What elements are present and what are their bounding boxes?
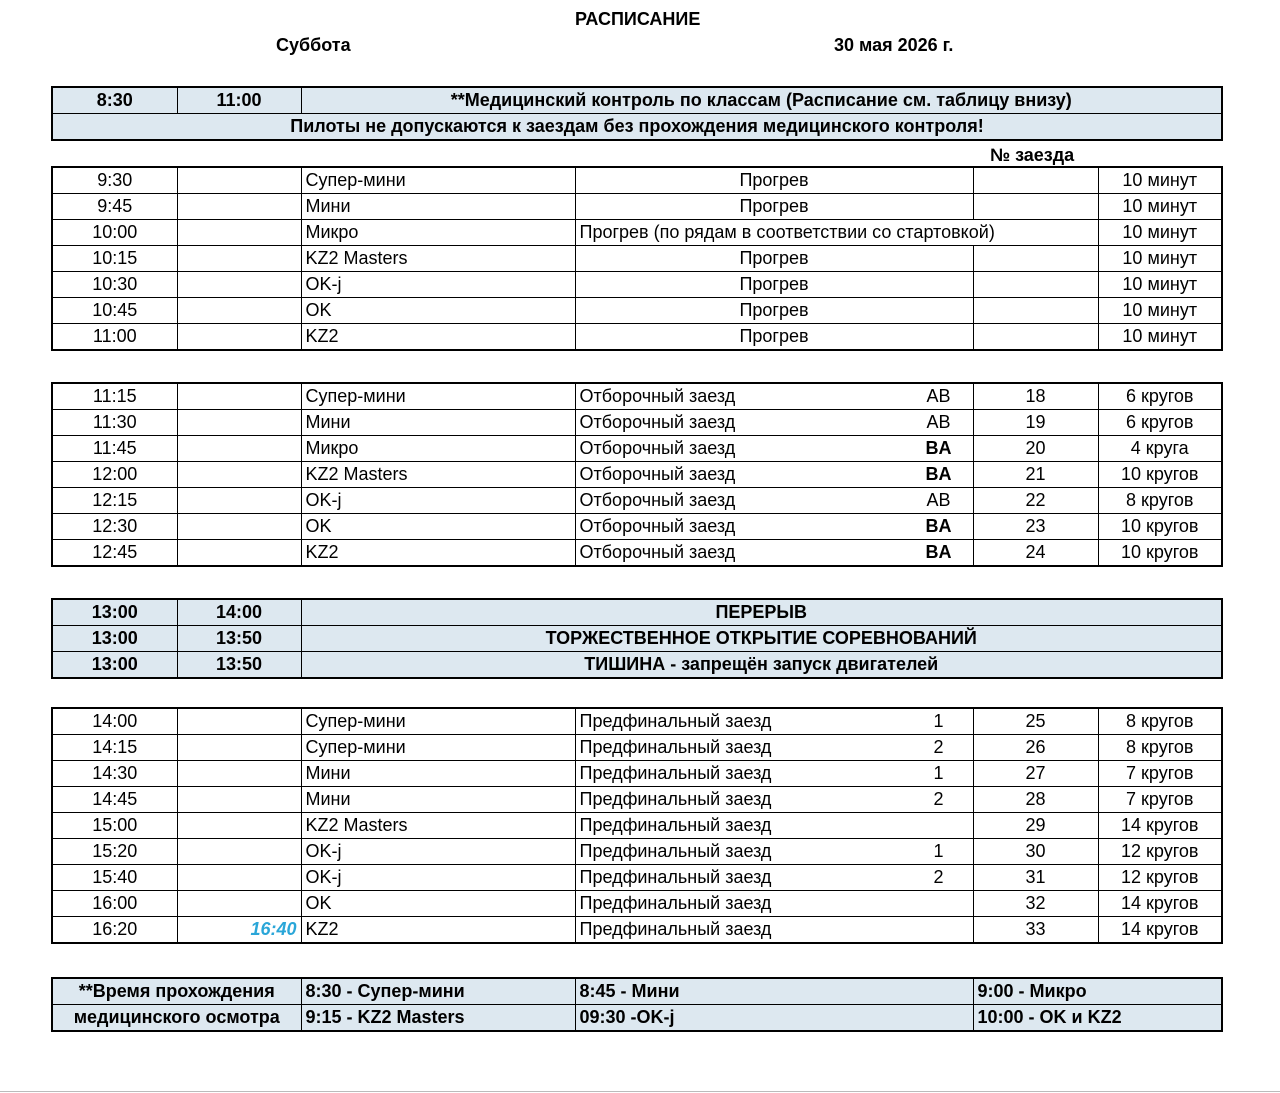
event-cell <box>575 410 973 436</box>
event-cell: Прогрев <box>575 272 973 298</box>
class-cell: Мини <box>301 761 575 787</box>
break-start-time: 13:00 <box>52 599 177 626</box>
class-cell: OK-j <box>301 865 575 891</box>
time-cell: 12:00 <box>52 462 177 488</box>
event-name: Отборочный заезд <box>579 412 736 432</box>
duration-cell: 10 минут <box>1098 220 1222 246</box>
medical-slot: 9:15 - KZ2 Masters <box>301 1005 575 1032</box>
time-cell: 10:30 <box>52 272 177 298</box>
table-row <box>52 436 1222 462</box>
laps-cell: 7 кругов <box>1098 761 1222 787</box>
event-cell <box>575 839 973 865</box>
heat-cell <box>973 194 1098 220</box>
page-title: РАСПИСАНИЕ <box>575 9 701 29</box>
duration-cell: 10 минут <box>1098 324 1222 351</box>
laps-cell: 10 кругов <box>1098 540 1222 567</box>
class-cell: Супер-мини <box>301 735 575 761</box>
event-cell <box>575 540 973 567</box>
group-label: 1 <box>933 841 944 861</box>
group-label: AB <box>926 490 951 510</box>
medical-schedule-table <box>51 977 1223 1032</box>
duration-cell: 10 минут <box>1098 246 1222 272</box>
class-cell: OK-j <box>301 488 575 514</box>
time-cell: 10:45 <box>52 298 177 324</box>
alt-time-cell: 16:40 <box>177 917 301 944</box>
break-text: ТОРЖЕСТВЕННОЕ ОТКРЫТИЕ СОРЕВНОВАНИЙ <box>301 626 1222 652</box>
heat-cell <box>973 246 1098 272</box>
laps-cell: 14 кругов <box>1098 813 1222 839</box>
duration-cell: 10 минут <box>1098 298 1222 324</box>
time-cell: 15:00 <box>52 813 177 839</box>
class-cell: Мини <box>301 194 575 220</box>
group-label: BA <box>925 542 952 562</box>
time-cell: 9:45 <box>52 194 177 220</box>
event-name: Предфинальный заезд <box>579 919 772 939</box>
time-cell: 10:00 <box>52 220 177 246</box>
break-end-time: 14:00 <box>177 599 301 626</box>
empty-cell <box>177 272 301 298</box>
group-label: BA <box>925 464 952 484</box>
empty-cell <box>177 246 301 272</box>
event-cell: Прогрев <box>575 246 973 272</box>
time-cell: 15:20 <box>52 839 177 865</box>
heat-number-cell: 28 <box>973 787 1098 813</box>
event-name: Отборочный заезд <box>579 438 736 458</box>
group-label: AB <box>926 412 951 432</box>
heat-number-cell: 23 <box>973 514 1098 540</box>
empty-cell <box>177 813 301 839</box>
empty-cell <box>177 761 301 787</box>
event-cell <box>575 514 973 540</box>
break-table <box>51 598 1223 679</box>
class-cell: Супер-мини <box>301 708 575 735</box>
heat-number-cell: 31 <box>973 865 1098 891</box>
event-name: Предфинальный заезд <box>579 763 772 783</box>
heat-number-cell: 26 <box>973 735 1098 761</box>
event-name: Отборочный заезд <box>579 464 736 484</box>
empty-cell <box>177 194 301 220</box>
qualifying-table <box>51 382 1223 567</box>
table-row <box>52 813 1222 839</box>
group-label: 1 <box>933 711 944 731</box>
time-cell: 11:00 <box>52 324 177 351</box>
table-row <box>52 220 1222 246</box>
empty-cell <box>177 324 301 351</box>
heat-number-cell: 19 <box>973 410 1098 436</box>
empty-cell <box>177 383 301 410</box>
medical-schedule-row <box>52 978 1222 1005</box>
medical-control-table <box>51 86 1223 141</box>
empty-cell <box>177 787 301 813</box>
time-cell: 16:00 <box>52 891 177 917</box>
group-label <box>909 891 969 916</box>
event-name: Предфинальный заезд <box>579 815 772 835</box>
class-cell: Мини <box>301 410 575 436</box>
event-name: Отборочный заезд <box>579 490 736 510</box>
time-cell: 11:45 <box>52 436 177 462</box>
event-name: Предфинальный заезд <box>579 737 772 757</box>
heat-number-cell: 24 <box>973 540 1098 567</box>
break-text: ПЕРЕРЫВ <box>301 599 1222 626</box>
event-cell <box>575 735 973 761</box>
medical-slot: 8:45 - Мини <box>575 978 973 1005</box>
laps-cell: 10 кругов <box>1098 462 1222 488</box>
empty-cell <box>177 436 301 462</box>
empty-cell <box>177 298 301 324</box>
time-cell: 11:15 <box>52 383 177 410</box>
event-cell <box>575 917 973 944</box>
heat-number-header: № заезда <box>990 145 1075 165</box>
event-cell <box>575 708 973 735</box>
event-cell: Прогрев <box>575 298 973 324</box>
heat-number-cell: 25 <box>973 708 1098 735</box>
empty-cell <box>177 865 301 891</box>
heat-number-cell: 22 <box>973 488 1098 514</box>
table-row <box>52 410 1222 436</box>
heat-cell <box>973 324 1098 351</box>
group-label: AB <box>926 386 951 406</box>
empty-cell <box>177 462 301 488</box>
group-label <box>909 813 969 838</box>
class-cell: KZ2 <box>301 540 575 567</box>
heat-number-cell: 20 <box>973 436 1098 462</box>
event-name: Предфинальный заезд <box>579 893 772 913</box>
event-name: Предфинальный заезд <box>579 841 772 861</box>
table-row <box>52 194 1222 220</box>
event-cell <box>575 891 973 917</box>
table-row <box>52 272 1222 298</box>
break-start-time: 13:00 <box>52 652 177 679</box>
time-cell: 12:30 <box>52 514 177 540</box>
class-cell: KZ2 <box>301 324 575 351</box>
medical-control-row <box>52 87 1222 114</box>
heat-number-cell: 27 <box>973 761 1098 787</box>
laps-cell: 8 кругов <box>1098 708 1222 735</box>
group-label: BA <box>925 438 952 458</box>
group-label: 2 <box>933 737 944 757</box>
event-cell <box>575 436 973 462</box>
medical-slot: 09:30 -OK-j <box>575 1005 973 1032</box>
empty-cell <box>177 488 301 514</box>
heat-number-cell: 29 <box>973 813 1098 839</box>
class-cell: OK <box>301 298 575 324</box>
break-row <box>52 652 1222 679</box>
warmup-table <box>51 166 1223 351</box>
heat-number-cell: 30 <box>973 839 1098 865</box>
heat-cell <box>973 298 1098 324</box>
event-cell: Прогрев <box>575 324 973 351</box>
class-cell: OK-j <box>301 272 575 298</box>
heat-cell <box>973 272 1098 298</box>
class-cell: OK <box>301 514 575 540</box>
table-row <box>52 246 1222 272</box>
class-cell: KZ2 Masters <box>301 246 575 272</box>
medical-warning-row <box>52 114 1222 141</box>
class-cell: KZ2 Masters <box>301 462 575 488</box>
time-cell: 10:15 <box>52 246 177 272</box>
time-cell: 14:15 <box>52 735 177 761</box>
laps-cell: 10 кругов <box>1098 514 1222 540</box>
time-cell: 12:15 <box>52 488 177 514</box>
heat-number-cell: 32 <box>973 891 1098 917</box>
time-cell: 14:00 <box>52 708 177 735</box>
table-row <box>52 917 1222 944</box>
medical-slot: 9:00 - Микро <box>973 978 1222 1005</box>
event-cell <box>575 787 973 813</box>
table-row <box>52 462 1222 488</box>
class-cell: Супер-мини <box>301 383 575 410</box>
page-bottom-divider <box>0 1091 1280 1092</box>
group-label: 2 <box>933 789 944 809</box>
break-row <box>52 626 1222 652</box>
medical-warning-text: Пилоты не допускаются к заездам без прохождения медицинского контроля! <box>52 114 1222 141</box>
duration-cell: 10 минут <box>1098 272 1222 298</box>
table-row <box>52 540 1222 567</box>
duration-cell: 10 минут <box>1098 194 1222 220</box>
table-row <box>52 761 1222 787</box>
empty-cell <box>177 514 301 540</box>
empty-cell <box>177 708 301 735</box>
date-label: 30 мая 2026 г. <box>834 35 954 55</box>
break-end-time: 13:50 <box>177 652 301 679</box>
time-cell: 15:40 <box>52 865 177 891</box>
table-row <box>52 839 1222 865</box>
table-row <box>52 708 1222 735</box>
table-row <box>52 383 1222 410</box>
class-cell: KZ2 Masters <box>301 813 575 839</box>
time-cell: 16:20 <box>52 917 177 944</box>
group-label: BA <box>925 516 952 536</box>
event-name: Предфинальный заезд <box>579 789 772 809</box>
empty-cell <box>177 167 301 194</box>
event-cell <box>575 865 973 891</box>
table-row <box>52 488 1222 514</box>
table-row <box>52 167 1222 194</box>
event-cell <box>575 761 973 787</box>
heat-cell <box>973 167 1098 194</box>
table-row <box>52 298 1222 324</box>
empty-cell <box>177 735 301 761</box>
event-cell: Прогрев (по рядам в соответствии со стартовкой) <box>575 220 1098 246</box>
table-row <box>52 891 1222 917</box>
medical-start-time: 8:30 <box>52 87 177 114</box>
group-label: 1 <box>933 763 944 783</box>
table-row <box>52 865 1222 891</box>
event-cell <box>575 813 973 839</box>
event-cell <box>575 488 973 514</box>
class-cell: Супер-мини <box>301 167 575 194</box>
laps-cell: 6 кругов <box>1098 383 1222 410</box>
medical-slot: 10:00 - OK и KZ2 <box>973 1005 1222 1032</box>
event-name: Отборочный заезд <box>579 516 736 536</box>
class-cell: Микро <box>301 436 575 462</box>
empty-cell <box>177 839 301 865</box>
medical-slot: 8:30 - Супер-мини <box>301 978 575 1005</box>
laps-cell: 8 кругов <box>1098 735 1222 761</box>
heat-number-cell: 33 <box>973 917 1098 944</box>
table-row <box>52 787 1222 813</box>
empty-cell <box>177 220 301 246</box>
heat-number-cell: 21 <box>973 462 1098 488</box>
event-name: Предфинальный заезд <box>579 711 772 731</box>
laps-cell: 14 кругов <box>1098 891 1222 917</box>
break-text: ТИШИНА - запрещён запуск двигателей <box>301 652 1222 679</box>
prefinal-table <box>51 707 1223 944</box>
event-cell: Прогрев <box>575 194 973 220</box>
table-row <box>52 735 1222 761</box>
laps-cell: 6 кругов <box>1098 410 1222 436</box>
class-cell: KZ2 <box>301 917 575 944</box>
break-start-time: 13:00 <box>52 626 177 652</box>
table-row <box>52 514 1222 540</box>
event-cell <box>575 383 973 410</box>
event-cell: Прогрев <box>575 167 973 194</box>
laps-cell: 12 кругов <box>1098 839 1222 865</box>
heat-number-cell: 18 <box>973 383 1098 410</box>
class-cell: Микро <box>301 220 575 246</box>
time-cell: 12:45 <box>52 540 177 567</box>
event-name: Предфинальный заезд <box>579 867 772 887</box>
laps-cell: 7 кругов <box>1098 787 1222 813</box>
medical-control-text: **Медицинский контроль по классам (Расписание см. таблицу внизу) <box>301 87 1222 114</box>
time-cell: 14:45 <box>52 787 177 813</box>
class-cell: Мини <box>301 787 575 813</box>
group-label <box>909 917 969 942</box>
event-name: Отборочный заезд <box>579 386 736 406</box>
time-cell: 11:30 <box>52 410 177 436</box>
time-cell: 9:30 <box>52 167 177 194</box>
laps-cell: 8 кругов <box>1098 488 1222 514</box>
laps-cell: 14 кругов <box>1098 917 1222 944</box>
laps-cell: 12 кругов <box>1098 865 1222 891</box>
day-label: Суббота <box>276 35 351 55</box>
break-end-time: 13:50 <box>177 626 301 652</box>
laps-cell: 4 круга <box>1098 436 1222 462</box>
medical-schedule-row <box>52 1005 1222 1032</box>
duration-cell: 10 минут <box>1098 167 1222 194</box>
empty-cell <box>177 410 301 436</box>
empty-cell <box>177 540 301 567</box>
event-name: Отборочный заезд <box>579 542 736 562</box>
table-row <box>52 324 1222 351</box>
medical-schedule-label-2: медицинского осмотра <box>52 1005 301 1032</box>
break-row <box>52 599 1222 626</box>
empty-cell <box>177 891 301 917</box>
medical-schedule-label-1: **Время прохождения <box>52 978 301 1005</box>
class-cell: OK-j <box>301 839 575 865</box>
group-label: 2 <box>933 867 944 887</box>
time-cell: 14:30 <box>52 761 177 787</box>
event-cell <box>575 462 973 488</box>
medical-end-time: 11:00 <box>177 87 301 114</box>
class-cell: OK <box>301 891 575 917</box>
